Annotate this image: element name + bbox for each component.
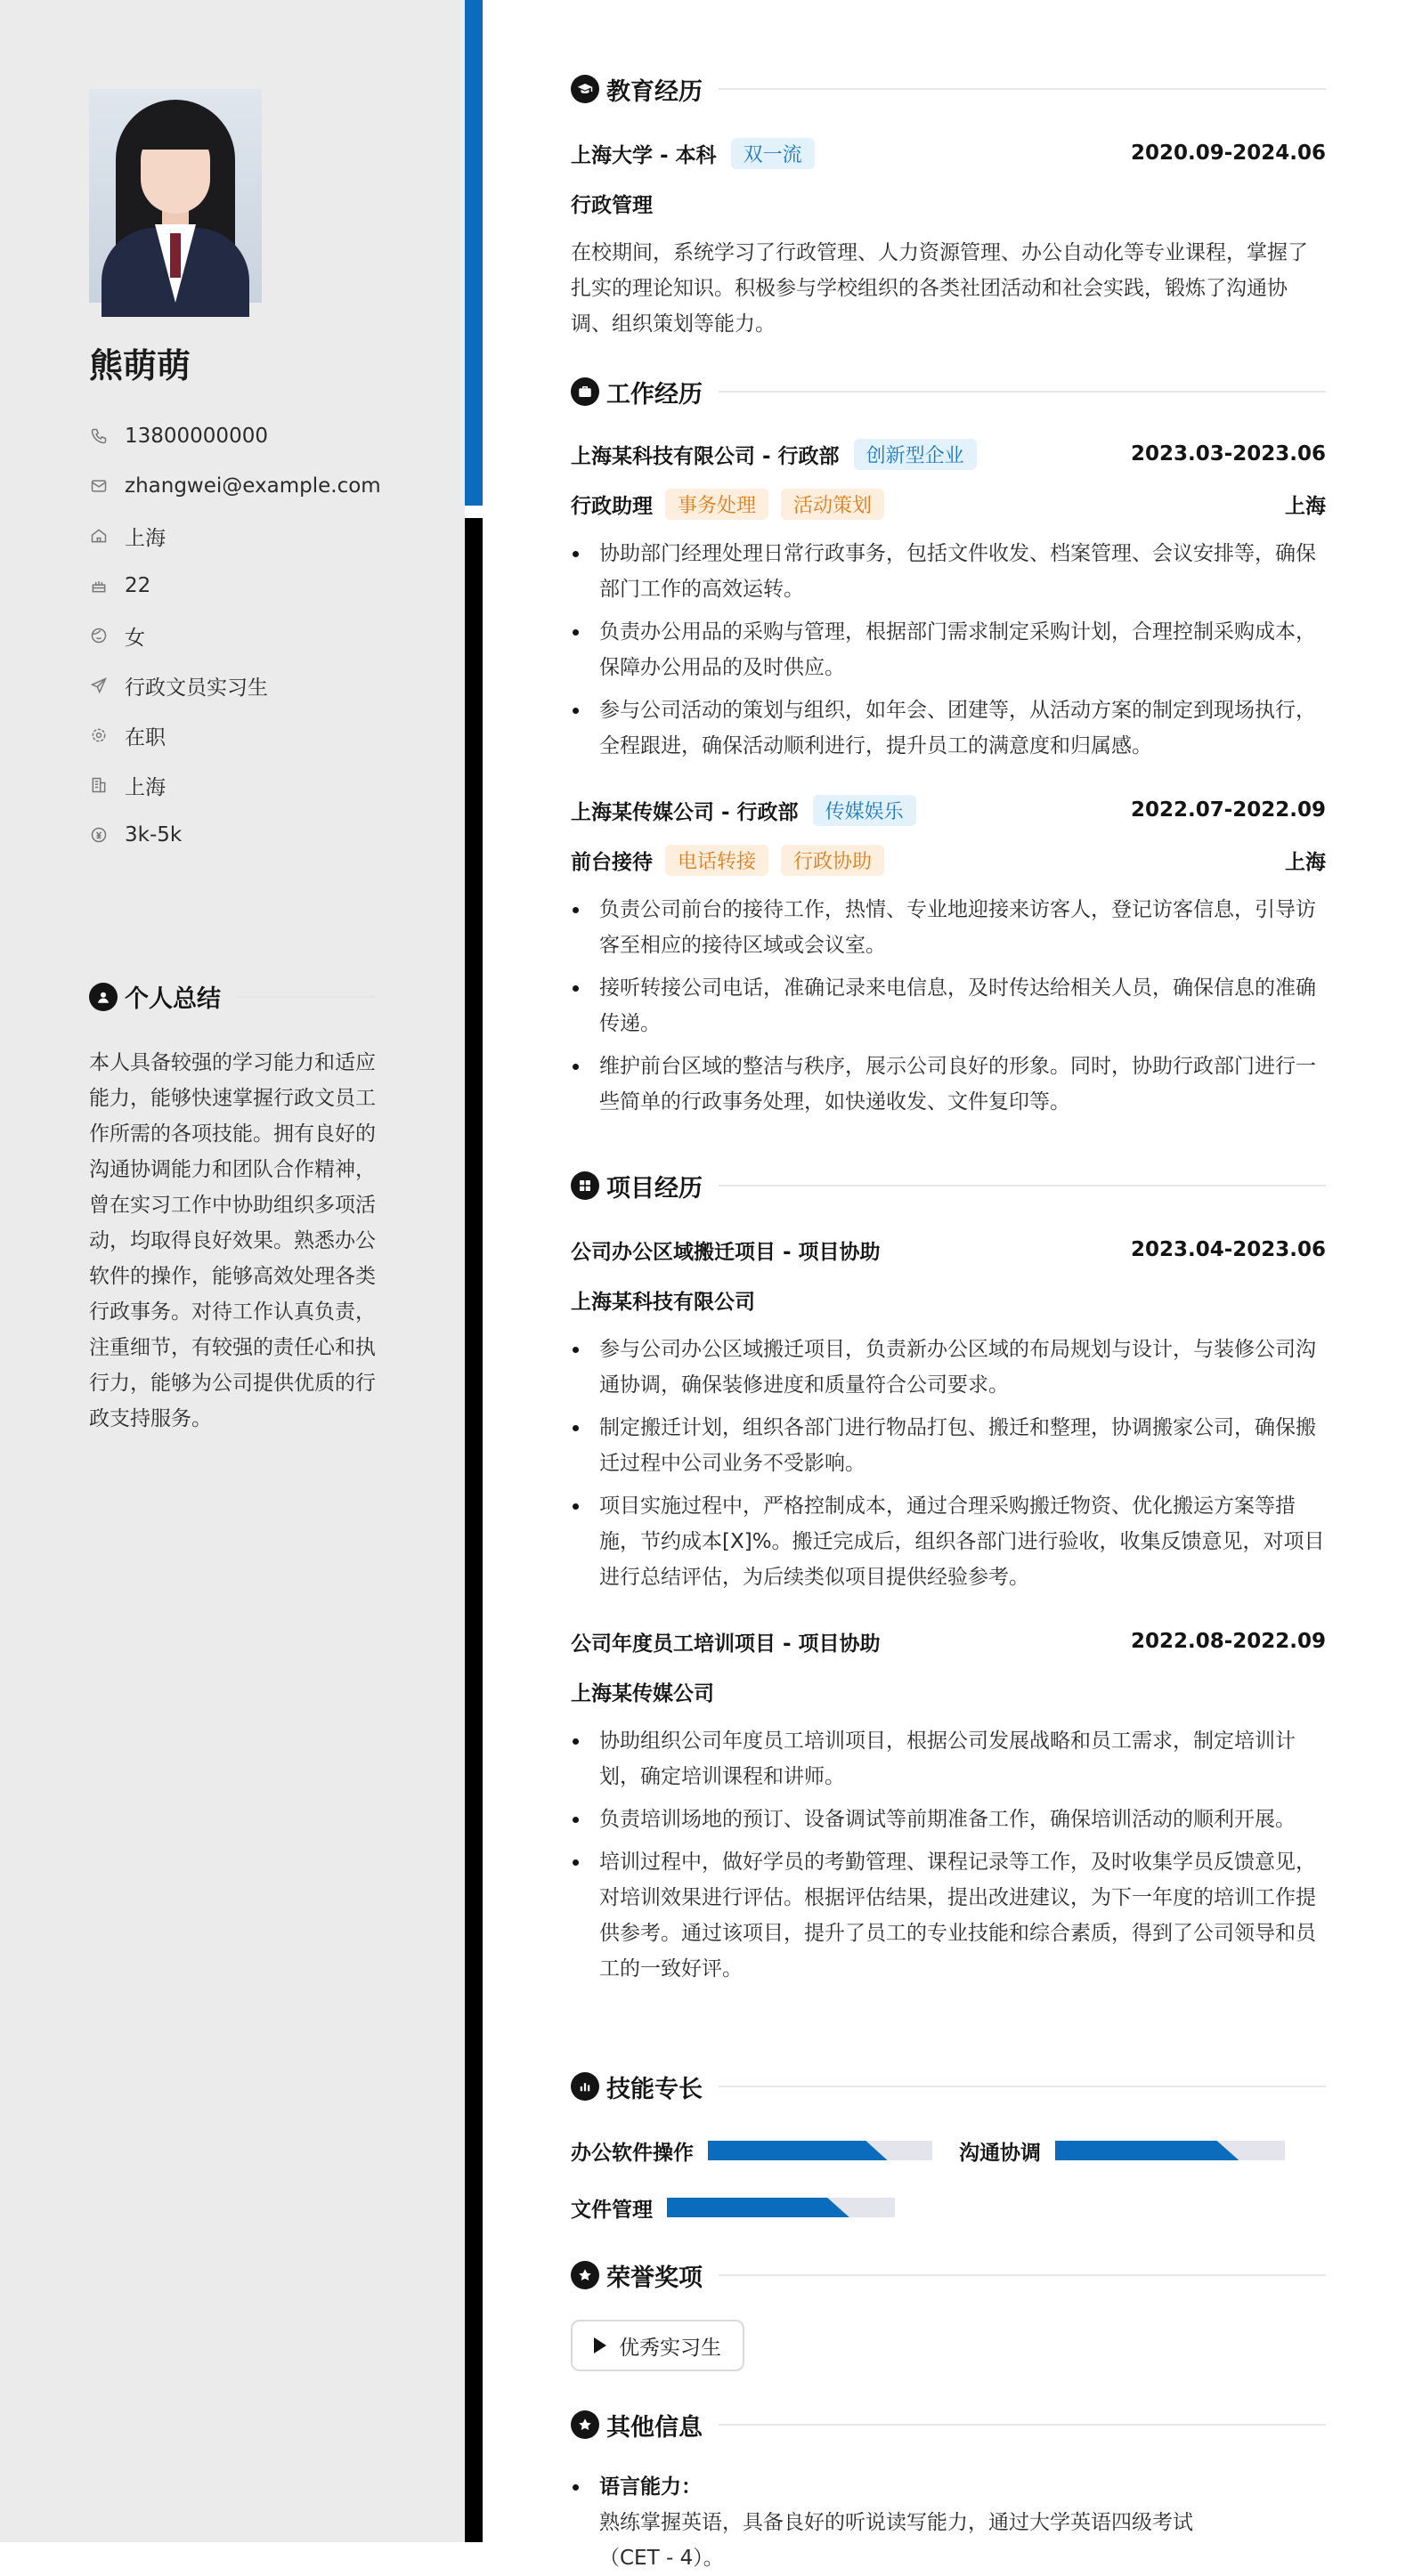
project-2-header	[571, 1624, 1326, 1659]
job-2-role-tag-2: 行政协助	[781, 845, 884, 876]
education-date: 2020.09-2024.06	[1130, 142, 1326, 165]
honor-item-label: 优秀实习生	[619, 2336, 721, 2360]
coin-icon	[89, 825, 109, 845]
honors-divider	[719, 2274, 1326, 2276]
accent-bar-blue	[465, 0, 483, 506]
skills-divider	[719, 2086, 1326, 2087]
status-text: 在职	[125, 725, 166, 749]
other-header	[571, 2407, 1326, 2442]
other-divider	[719, 2424, 1326, 2426]
face-icon	[89, 626, 109, 645]
projects-divider	[719, 1185, 1326, 1187]
info-phone	[89, 411, 381, 461]
education-tag: 双一流	[731, 138, 815, 169]
phone-icon	[89, 426, 109, 446]
list-item: 协助部门经理处理日常行政事务，包括文件收发、档案管理、会议安排等，确保部门工作的高效运转。	[571, 536, 1326, 607]
job-2-company: 上海某传媒公司 - 行政部	[571, 800, 799, 824]
info-salary	[89, 810, 381, 860]
other-info-list	[571, 2469, 1326, 2576]
list-item: 维护前台区域的整洁与秩序，展示公司良好的形象。同时，协助行政部门进行一些简单的行政事务处理，如快递收发、文件复印等。	[571, 1049, 1326, 1120]
honors-header	[571, 2257, 1326, 2293]
job-2-tag: 传媒娱乐	[813, 795, 916, 826]
job-2-role-row	[571, 842, 1326, 878]
graduation-cap-icon	[571, 75, 599, 103]
grid-icon	[571, 1171, 599, 1200]
project-1-bullets	[571, 1332, 1326, 1602]
list-item: 协助组织公司年度员工培训项目，根据公司发展战略和员工需求，制定培训计划，确定培训课程和讲师。	[571, 1723, 1326, 1794]
education-description: 在校期间，系统学习了行政管理、人力资源管理、办公自动化等专业课程，掌握了扎实的理论知识。积极参与学校组织的各类社团活动和社会实践，锻炼了沟通协调、组织策划等能力。	[571, 241, 1308, 336]
project-1-date: 2023.04-2023.06	[1130, 1238, 1326, 1261]
phone-text: 13800000000	[125, 425, 268, 448]
summary-header	[89, 979, 374, 1014]
honor-item-button[interactable]	[571, 2320, 744, 2371]
education-title: 教育经历	[606, 77, 703, 106]
skill-2	[959, 2133, 1285, 2168]
info-city	[89, 760, 381, 810]
list-item: 制定搬迁计划，组织各部门进行物品打包、搬迁和整理，协调搬家公司，确保搬迁过程中公司业务不受影响。	[571, 1410, 1326, 1481]
job-1-date: 2023.03-2023.06	[1130, 442, 1326, 466]
other-key: 语言能力：	[599, 2475, 702, 2499]
info-status	[89, 710, 381, 760]
list-item	[571, 2469, 1326, 2576]
list-item: 培训过程中，做好学员的考勤管理、课程记录等工作，及时收集学员反馈意见，对培训效果进行评估。根据评估结果，提出改进建议，为下一年度的培训工作提供参考。通过该项目，提升了员工的专业技能和综合素质，得到了公司领导和员工的一致好评。	[571, 1844, 1326, 1987]
mail-icon	[89, 476, 109, 496]
contact-info-list	[89, 411, 381, 860]
skill-2-bar	[1055, 2141, 1285, 2160]
project-2-date: 2022.08-2022.09	[1130, 1630, 1326, 1653]
skills-title: 技能专长	[606, 2075, 703, 2103]
send-icon	[89, 676, 109, 695]
project-1-header	[571, 1232, 1326, 1268]
briefcase-icon	[571, 377, 599, 406]
skill-1-bar	[708, 2141, 932, 2160]
projects-header	[571, 1168, 1326, 1203]
play-icon	[594, 2337, 606, 2353]
project-2-bullets	[571, 1723, 1326, 1994]
summary-title: 个人总结	[125, 985, 221, 1013]
work-title: 工作经历	[606, 380, 703, 409]
summary-text: 本人具备较强的学习能力和适应能力，能够快速掌握行政文员工作所需的各项技能。拥有良好的沟通协调能力和团队合作精神，曾在实习工作中协助组织多项活动，均取得良好效果。熟悉办公软件的操作，能够高效处理各类行政事务。对待工作认真负责，注重细节，有较强的责任心和执行力，能够为公司提供优质的行政支持服务。	[89, 1051, 376, 1430]
job-2-bullets	[571, 892, 1326, 1127]
candidate-name: 熊萌萌	[89, 346, 191, 385]
list-item: 参与公司活动的策划与组织，如年会、团建等，从活动方案的制定到现场执行，全程跟进，确保活动顺利进行，提升员工的满意度和归属感。	[571, 693, 1326, 764]
skill-1-fill	[708, 2141, 888, 2160]
accent-bar-black	[465, 518, 483, 2542]
gender-text: 女	[125, 626, 145, 650]
info-icon	[571, 2410, 599, 2439]
list-item: 参与公司办公区域搬迁项目，负责新办公区域的布局规划与设计，与装修公司沟通协调，确保装修进度和质量符合公司要求。	[571, 1332, 1326, 1403]
cake-icon	[89, 576, 109, 595]
job-1-role-tag-2: 活动策划	[781, 489, 884, 520]
education-header	[571, 71, 1326, 107]
skill-1	[571, 2133, 932, 2168]
location-text: 上海	[125, 526, 166, 550]
education-major: 行政管理	[571, 193, 653, 217]
salary-text: 3k-5k	[125, 823, 183, 847]
education-school: 上海大学 - 本科	[571, 143, 717, 167]
job-2-city: 上海	[1285, 850, 1326, 874]
job-1-tag: 创新型企业	[854, 439, 977, 470]
summary-divider	[237, 996, 374, 998]
list-item: 负责办公用品的采购与管理，根据部门需求制定采购计划，合理控制采购成本，保障办公用品的及时供应。	[571, 614, 1326, 685]
home-icon	[89, 526, 109, 546]
skill-2-label: 沟通协调	[959, 2141, 1041, 2165]
skill-1-label: 办公软件操作	[571, 2141, 694, 2165]
skill-3-label: 文件管理	[571, 2198, 653, 2222]
honors-title: 荣誉奖项	[606, 2264, 703, 2292]
status-icon	[89, 725, 109, 745]
project-1-company-row	[571, 1282, 1326, 1317]
job-1-bullets	[571, 536, 1326, 771]
job-1-city: 上海	[1285, 494, 1326, 518]
skills-header	[571, 2069, 1326, 2104]
skill-2-fill	[1055, 2141, 1239, 2160]
job-2-date: 2022.07-2022.09	[1130, 798, 1326, 822]
other-value: 熟练掌握英语，具备良好的听说读写能力，通过大学英语四级考试（CET - 4）。	[599, 2511, 1193, 2570]
city-text: 上海	[125, 775, 166, 799]
education-divider	[719, 88, 1326, 90]
skill-3-fill	[667, 2198, 849, 2217]
job-1-role-tag-1: 事务处理	[665, 489, 768, 520]
projects-title: 项目经历	[606, 1174, 703, 1203]
list-item: 负责公司前台的接待工作，热情、专业地迎接来访客人，登记访客信息，引导访客至相应的接待区域或会议室。	[571, 892, 1326, 963]
info-email	[89, 461, 381, 511]
education-row	[571, 135, 1326, 171]
position-text: 行政文员实习生	[125, 676, 268, 700]
email-text: zhangwei@example.com	[125, 474, 381, 498]
work-divider	[719, 391, 1326, 393]
avatar-photo	[89, 89, 262, 303]
info-location	[89, 511, 381, 561]
job-1-role-row	[571, 486, 1326, 522]
info-position	[89, 660, 381, 710]
age-text: 22	[125, 574, 151, 597]
award-icon	[571, 2261, 599, 2289]
job-1-role: 行政助理	[571, 494, 653, 518]
list-item: 负责培训场地的预订、设备调试等前期准备工作，确保培训活动的顺利开展。	[571, 1802, 1326, 1837]
skill-3-bar	[667, 2198, 895, 2217]
list-item: 接听转接公司电话，准确记录来电信息，及时传达给相关人员，确保信息的准确传递。	[571, 970, 1326, 1041]
skill-3	[571, 2190, 895, 2225]
other-title: 其他信息	[606, 2413, 703, 2442]
project-1-name: 公司办公区域搬迁项目 - 项目协助	[571, 1240, 881, 1264]
list-item: 项目实施过程中，严格控制成本，通过合理采购搬迁物资、优化搬运方案等措施，节约成本[X]%。搬迁完成后，组织各部门进行验收，收集反馈意见，对项目进行总结评估，为后续类似项目提供经验参考。	[571, 1488, 1326, 1595]
project-2-name: 公司年度员工培训项目 - 项目协助	[571, 1632, 881, 1656]
job-1-header	[571, 436, 1326, 472]
work-header	[571, 374, 1326, 409]
job-2-header	[571, 792, 1326, 828]
project-1-company: 上海某科技有限公司	[571, 1290, 755, 1314]
job-1-company: 上海某科技有限公司 - 行政部	[571, 444, 840, 468]
info-gender	[89, 611, 381, 660]
building-icon	[89, 775, 109, 795]
bar-chart-icon	[571, 2072, 599, 2101]
info-age	[89, 561, 381, 611]
sidebar	[0, 0, 465, 2542]
project-2-company: 上海某传媒公司	[571, 1681, 714, 1705]
job-2-role-tag-1: 电话转接	[665, 845, 768, 876]
user-icon	[89, 983, 118, 1011]
project-2-company-row	[571, 1673, 1326, 1709]
job-2-role: 前台接待	[571, 850, 653, 874]
education-major-row	[571, 185, 1326, 221]
